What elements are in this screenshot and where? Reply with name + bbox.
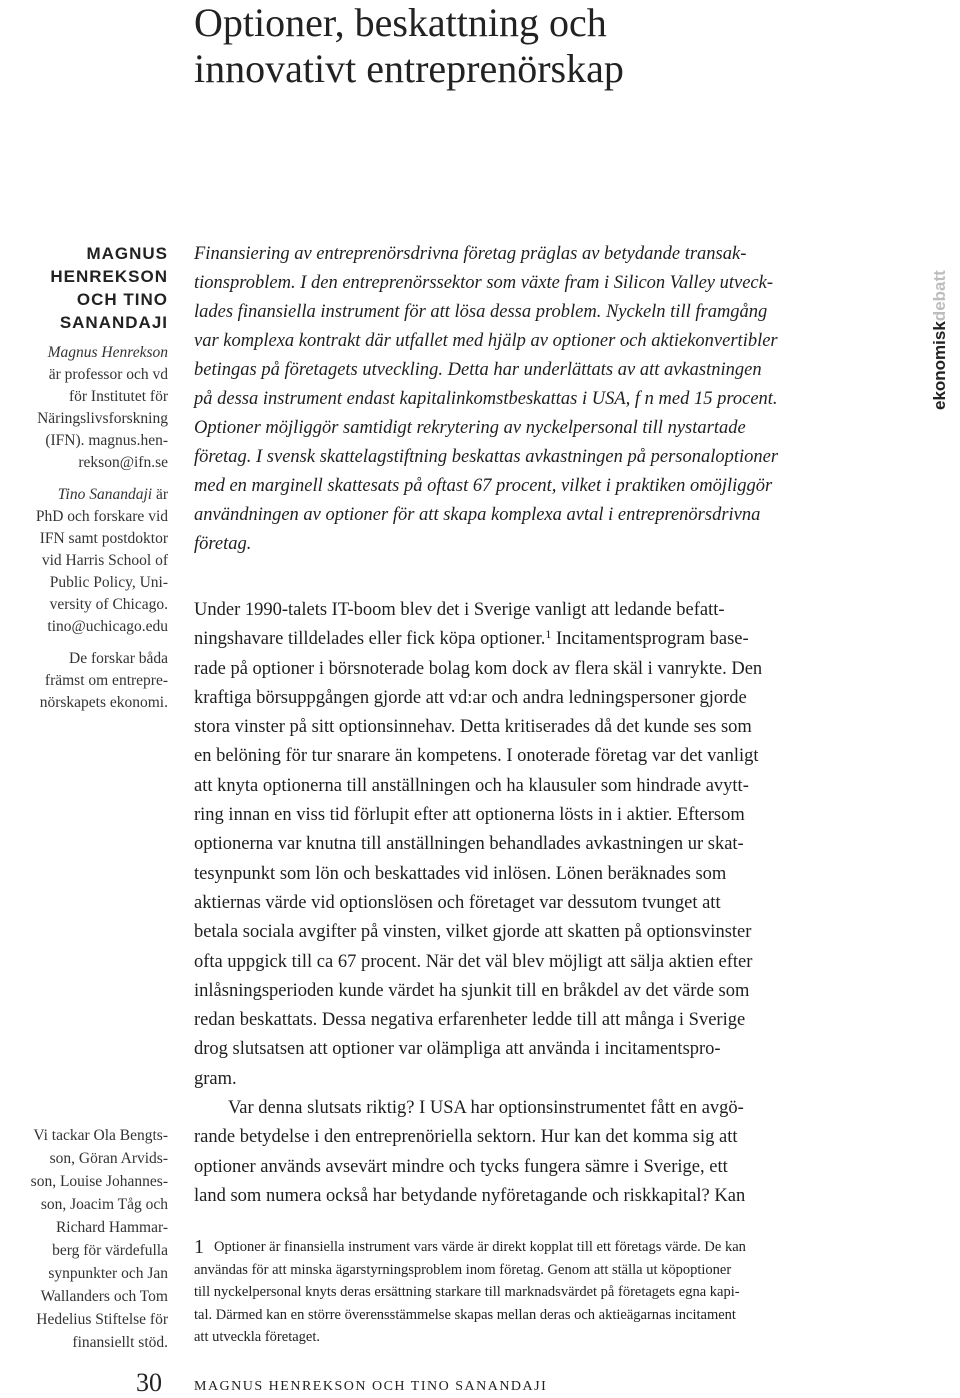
- author-name-line: HENREKSON: [50, 267, 168, 286]
- lead-line: betingas på företagets utveckling. Detta har underlättats av att avkastningen: [194, 360, 762, 380]
- body-line: drog slutsatsen att optioner var olämpliga att använda i incitamentspro-: [194, 1039, 721, 1060]
- acknowledgement-line: berg för värdefulla: [52, 1242, 168, 1259]
- journal-side-tag: [925, 240, 955, 410]
- bio-line: vid Harris School of: [41, 552, 168, 569]
- acknowledgements: [0, 1124, 168, 1354]
- page-number: 30: [136, 1368, 162, 1397]
- bio-email-line: rekson@ifn.se: [78, 454, 168, 471]
- lead-line: tionsproblem. I den entreprenörssektor som växte fram i Silicon Valley utveck-: [194, 273, 774, 293]
- body-line: kraftiga börsuppgången gjorde att vd:ar och andra ledningspersoner gjorde: [194, 687, 747, 708]
- acknowledgement-line: son, Joacim Tåg och: [40, 1196, 168, 1213]
- lead-line: Finansiering av entreprenörsdrivna företag präglas av betydande transak-: [194, 244, 747, 264]
- lead-line: med en marginell skattesats på oftast 67 procent, vilket i praktiken omöjliggör: [194, 476, 773, 496]
- bio-author-name: Magnus Henrekson: [47, 344, 168, 361]
- footnote-line: användas för att minska ägarstyrningsproblem inom företag. Genom att ställa ut köpoptioner: [194, 1261, 732, 1278]
- bio-line: främst om entrepre-: [44, 672, 168, 689]
- footnote-line: [194, 1236, 906, 1259]
- side-tag-part-debatt: debatt: [930, 270, 949, 322]
- author-sidebar: [0, 242, 168, 714]
- body-line: ring innan en viss tid förlupit efter att optionerna lösts in i aktier. Eftersom: [194, 805, 745, 826]
- author-bio-sanandaji: [0, 484, 168, 638]
- side-tag-part-ekonomisk: ekonomisk: [930, 321, 949, 410]
- author-name-line: SANANDAJI: [59, 313, 168, 332]
- bio-line: nörskapets ekonomi.: [39, 694, 168, 711]
- acknowledgement-line: Vi tackar Ola Bengts-: [33, 1127, 168, 1144]
- author-bio-henrekson: [0, 342, 168, 474]
- body-line-text: Incitamentsprogram base-: [551, 629, 749, 650]
- bio-line: (IFN). magnus.hen-: [45, 432, 168, 449]
- body-line-text: ningshavare tilldelades eller fick köpa optioner.: [194, 629, 546, 650]
- footnote-reference[interactable]: 1: [545, 627, 552, 642]
- body-line: inlåsningsperioden kunde värdet ha sjunkit till en bråkdel av det värde som: [194, 980, 750, 1001]
- author-name-line: MAGNUS: [86, 244, 168, 263]
- acknowledgement-line: Richard Hammar-: [55, 1219, 168, 1236]
- body-line: [194, 625, 906, 654]
- body-line: land som numera också har betydande nyföretagande och riskkapital? Kan: [194, 1185, 746, 1206]
- acknowledgement-line: Wallanders och Tom: [40, 1288, 168, 1305]
- body-line: rande betydelse i den entreprenöriella sektorn. Hur kan det komma sig att: [194, 1127, 738, 1148]
- body-text: [194, 596, 906, 1211]
- author-research-note: [0, 648, 168, 714]
- bio-line: [0, 342, 168, 364]
- body-line: redan beskattats. Dessa negativa erfarenheter ledde till att många i Sverige: [194, 1010, 746, 1031]
- body-line: rade på optioner i börsnoterade bolag kom dock av flera skäl i vanrykte. Den: [194, 658, 763, 679]
- article-title-line: innovativt entreprenörskap: [194, 46, 624, 91]
- bio-line: för Institutet för: [68, 388, 168, 405]
- lead-line: lades finansiella instrument för att lösa dessa problem. Nyckeln till framgång: [194, 302, 768, 322]
- footnote-line: tal. Därmed kan en större överensstämmelse skapas mellan deras och aktieägarnas incitament: [194, 1306, 736, 1323]
- author-names: [0, 242, 168, 334]
- footnote-line: att utveckla företaget.: [194, 1329, 321, 1345]
- body-line: optionerna var knutna till anställningen behandlades avkastningen ur skat-: [194, 834, 744, 855]
- author-name-line: OCH TINO: [76, 290, 168, 309]
- bio-line: Public Policy, Uni-: [49, 574, 168, 591]
- lead-line: var komplexa kontrakt där utfallet med hjälp av optioner och aktiekonvertibler: [194, 331, 778, 351]
- footnote-number: 1: [194, 1236, 204, 1258]
- acknowledgement-line: synpunkter och Jan: [48, 1265, 168, 1282]
- bio-line: är professor och vd: [48, 366, 168, 383]
- journal-side-tag-text: [925, 240, 955, 410]
- running-head: MAGNUS HENREKSON OCH TINO SANANDAJI: [194, 1379, 548, 1394]
- bio-line: De forskar båda: [69, 650, 168, 667]
- footnote-section: [194, 1236, 906, 1349]
- body-line: Var denna slutsats riktig? I USA har optionsinstrumentet fått en avgö-: [228, 1098, 744, 1119]
- body-line: tesynpunkt som lön och beskattades vid inlösen. Lönen beräknades som: [194, 863, 727, 884]
- acknowledgement-line: son, Louise Johannes-: [30, 1173, 168, 1190]
- lead-line: företag. I svensk skattelagstiftning beskattas avkastningen på personaloptioner: [194, 447, 779, 467]
- lead-line: användningen av optioner för att skapa komplexa avtal i entreprenörsdrivna: [194, 505, 761, 525]
- lead-line: företag.: [194, 534, 252, 554]
- acknowledgement-line: son, Göran Arvids-: [49, 1150, 168, 1167]
- bio-line: [0, 484, 168, 506]
- footnote-line: till nyckelpersonal knyts deras ersättning starkare till marknadsvärdet på företagets egna kapi-: [194, 1284, 740, 1300]
- bio-line: Näringslivsforskning: [37, 410, 168, 427]
- acknowledgement-line: Hedelius Stiftelse för: [36, 1311, 168, 1328]
- body-line: aktiernas värde vid optionslösen och företaget var dessutom tvunget att: [194, 892, 721, 913]
- body-line: ofta uppgick till ca 67 procent. När det väl blev möjligt att sälja aktien efter: [194, 951, 753, 972]
- article-title: [194, 0, 934, 92]
- bio-line-rest: är: [152, 486, 168, 503]
- lead-paragraph: [194, 240, 906, 559]
- bio-author-name: Tino Sanandaji: [57, 486, 153, 503]
- bio-email-line: tino@uchicago.edu: [47, 618, 168, 635]
- lead-line: på dessa instrument endast kapitalinkomstbeskattas i USA, f n med 15 procent.: [194, 389, 778, 409]
- footnote-text: Optioner är finansiella instrument vars värde är direkt kopplat till ett företags värde. De kan: [214, 1239, 746, 1255]
- body-line: Under 1990-talets IT-boom blev det i Sverige vanligt att ledande befatt-: [194, 600, 725, 620]
- body-line: stora vinster på sitt optionsinnehav. Detta kritiserades då det kunde ses som: [194, 717, 752, 738]
- lead-line: Optioner möjliggör samtidigt rekrytering av nyckelpersonal till nystartade: [194, 418, 746, 438]
- body-line: en belöning för tur snarare än kompetens. I onoterade företag var det vanligt: [194, 746, 759, 767]
- body-line: att knyta optionerna till anställningen och ha klausuler som hindrade avytt-: [194, 775, 749, 796]
- acknowledgement-line: finansiellt stöd.: [72, 1334, 168, 1351]
- body-line: betala sociala avgifter på vinsten, vilket gjorde att skatten på optionsvinster: [194, 922, 752, 943]
- bio-line: IFN samt postdoktor: [39, 530, 168, 547]
- article-title-line: Optioner, beskattning och: [194, 0, 607, 45]
- bio-line: versity of Chicago.: [49, 596, 168, 613]
- body-line: optioner används avsevärt mindre och tycks fungera sämre i Sverige, ett: [194, 1156, 728, 1177]
- bio-line: PhD och forskare vid: [35, 508, 168, 525]
- body-line: gram.: [194, 1068, 237, 1089]
